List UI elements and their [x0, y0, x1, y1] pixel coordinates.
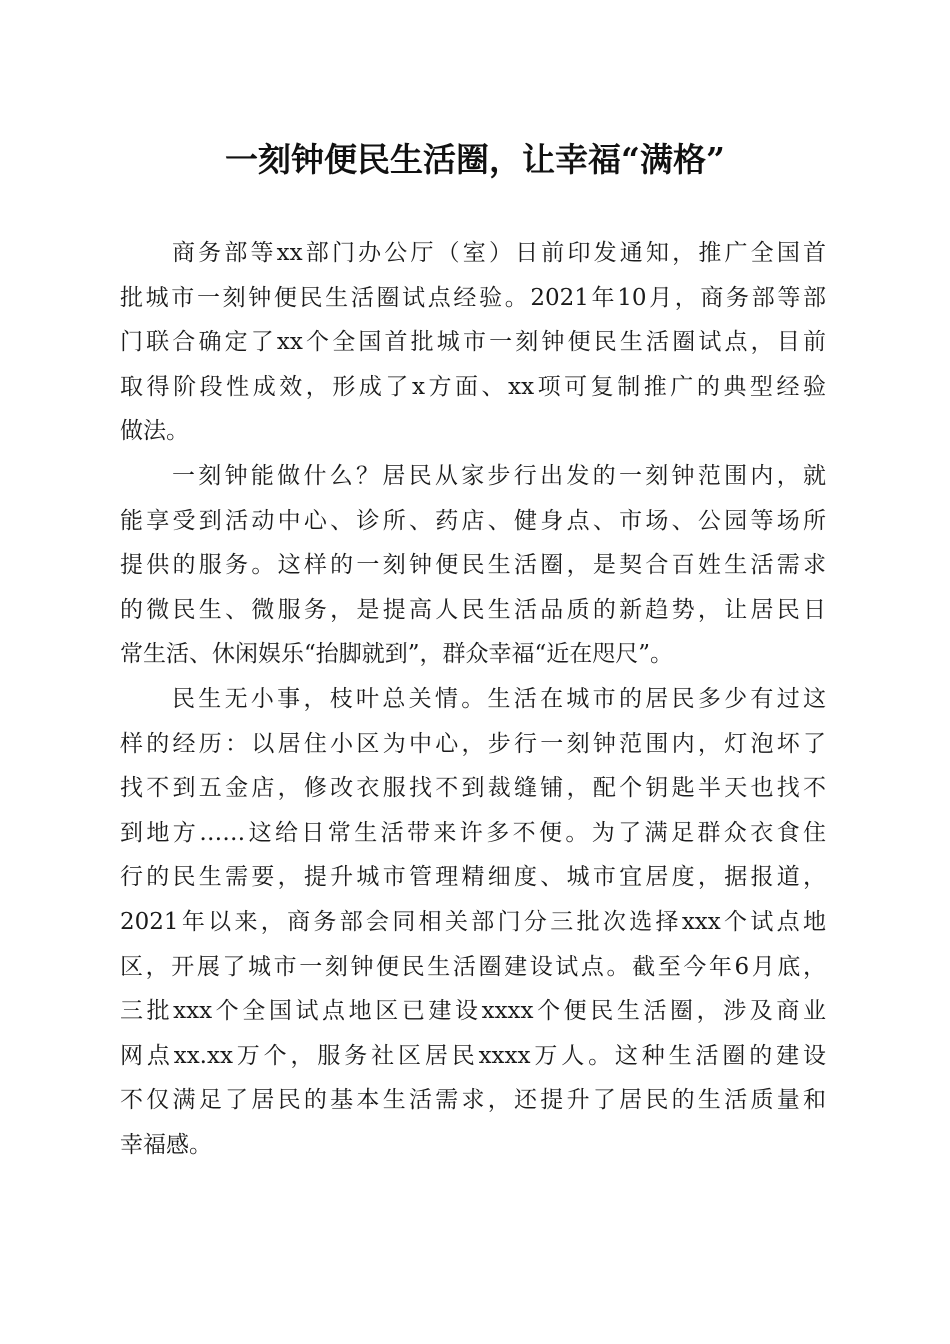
paragraph-line: 提供的服务。这样的一刻钟便民生活圈，是契合百姓生活需求 — [120, 552, 826, 579]
document-title: 一刻钟便民生活圈，让幸福“满格” — [225, 140, 725, 179]
paragraph-line: 商务部等xx部门办公厅（室）日前印发通知，推广全国首 — [172, 240, 826, 266]
paragraph-line: 做法。 — [120, 418, 189, 445]
paragraph-3 — [120, 677, 826, 1168]
paragraph-line: 民生无小事，枝叶总关情。生活在城市的居民多少有过这 — [172, 685, 826, 712]
paragraph-2 — [120, 454, 826, 677]
paragraph-line: 取得阶段性成效，形成了x方面、xx项可复制推广的典型经验 — [120, 373, 826, 400]
paragraph-line: 常生活、休闲娱乐“抬脚就到”，群众幸福“近在咫尺”。 — [120, 641, 674, 668]
paragraph-line: 行的民生需要，提升城市管理精细度、城市宜居度，据报道， — [120, 864, 826, 891]
paragraph-line: 2021年以来，商务部会同相关部门分三批次选择xxx个试点地 — [120, 908, 826, 935]
paragraph-line: 门联合确定了xx个全国首批城市一刻钟便民生活圈试点，目前 — [120, 329, 826, 356]
paragraph-1 — [120, 231, 826, 454]
paragraph-line: 幸福感。 — [120, 1131, 212, 1158]
paragraph-line: 网点xx.xx万个，服务社区居民xxxx万人。这种生活圈的建设 — [120, 1042, 826, 1069]
paragraph-line: 区，开展了城市一刻钟便民生活圈建设试点。截至今年6月底， — [120, 953, 826, 980]
paragraph-line: 的微民生、微服务，是提高人民生活品质的新趋势，让居民日 — [120, 596, 826, 623]
paragraph-line: 能享受到活动中心、诊所、药店、健身点、市场、公园等场所 — [120, 507, 826, 534]
paragraph-line: 一刻钟能做什么？居民从家步行出发的一刻钟范围内，就 — [172, 462, 826, 489]
paragraph-line: 批城市一刻钟便民生活圈试点经验。2021年10月，商务部等部 — [120, 284, 826, 311]
paragraph-line: 到地方……这给日常生活带来许多不便。为了满足群众衣食住 — [120, 819, 826, 846]
document-body — [120, 231, 826, 1167]
paragraph-line: 样的经历：以居住小区为中心，步行一刻钟范围内，灯泡坏了 — [120, 730, 826, 757]
paragraph-line: 不仅满足了居民的基本生活需求，还提升了居民的生活质量和 — [120, 1087, 826, 1114]
paragraph-line: 三批xxx个全国试点地区已建设xxxx个便民生活圈，涉及商业 — [120, 998, 826, 1025]
paragraph-line: 找不到五金店，修改衣服找不到裁缝铺，配个钥匙半天也找不 — [120, 775, 826, 802]
